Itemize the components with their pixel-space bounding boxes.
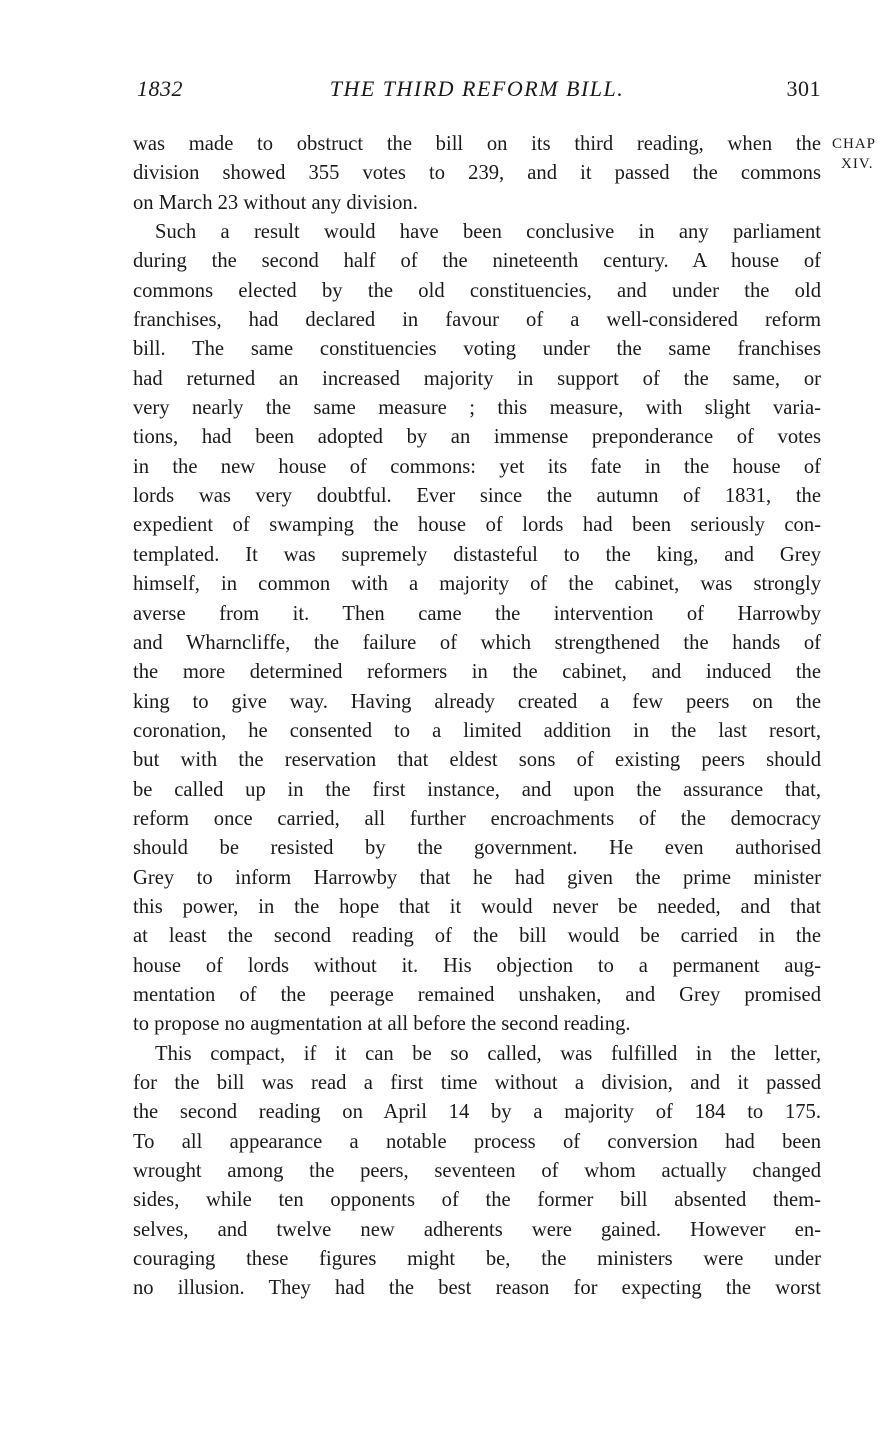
text-line: division showed 355 votes to 239, and it passed the commons — [133, 162, 821, 185]
text-line: this power, in the hope that it would never be needed, and that — [133, 895, 821, 918]
paragraph-2 — [133, 218, 821, 1040]
text-line: tions, had been adopted by an immense preponderance of votes — [133, 426, 821, 449]
text-line: reform once carried, all further encroachments of the democracy — [133, 807, 821, 830]
text-line: the more determined reformers in the cabinet, and induced the — [133, 661, 821, 684]
text-line: to propose no augmentation at all before the second reading. — [133, 1013, 631, 1036]
text-line: in the new house of commons: yet its fate in the house of — [133, 455, 821, 478]
text-line: very nearly the same measure ; this measure, with slight varia- — [133, 397, 821, 420]
text-line: Grey to inform Harrowby that he had given the prime minister — [133, 866, 821, 889]
text-line: had returned an increased majority in support of the same, or — [133, 367, 821, 390]
text-line: couraging these figures might be, the ministers were under — [133, 1248, 821, 1271]
text-line: templated. It was supremely distasteful to the king, and Grey — [133, 543, 821, 566]
side-note-chapter-label: CHAP — [832, 136, 877, 152]
text-line: This compact, if it can be so called, was fulfilled in the letter, — [155, 1042, 821, 1065]
text-line: was made to obstruct the bill on its third reading, when the — [133, 133, 821, 155]
side-note-chapter-number: XIV. — [841, 156, 874, 172]
text-line: bill. The same constituencies voting under the same franchises — [133, 338, 821, 361]
paragraph-1 — [133, 130, 821, 218]
text-line: king to give way. Having already created a few peers on the — [133, 690, 821, 713]
text-line: sides, while ten opponents of the former bill absented them- — [133, 1189, 821, 1212]
text-line: lords was very doubtful. Ever since the autumn of 1831, the — [133, 485, 821, 508]
text-line: Such a result would have been conclusive in any parliament — [155, 221, 821, 244]
text-line: on March 23 without any division. — [133, 191, 418, 214]
text-line: coronation, he consented to a limited addition in the last resort, — [133, 719, 821, 742]
text-line: averse from it. Then came the intervention of Harrowby — [133, 602, 821, 625]
text-line: expedient of swamping the house of lords had been seriously con- — [133, 514, 821, 537]
text-line: but with the reservation that eldest sons of existing peers should — [133, 749, 821, 772]
text-line: mentation of the peerage remained unshaken, and Grey promised — [133, 983, 821, 1006]
text-line: commons elected by the old constituencies, and under the old — [133, 279, 821, 302]
text-line: for the bill was read a first time without a division, and it passed — [133, 1072, 821, 1094]
chapter-side-note — [832, 134, 891, 174]
running-head-year: 1832 — [137, 76, 183, 101]
text-line: wrought among the peers, seventeen of whom actually changed — [133, 1160, 821, 1183]
text-line: the second reading on April 14 by a majority of 184 to 175. — [133, 1101, 821, 1124]
text-line: To all appearance a notable process of conversion had been — [133, 1130, 821, 1153]
text-line: house of lords without it. His objection to a permanent aug- — [133, 954, 821, 977]
page-number: 301 — [786, 76, 821, 101]
running-head — [133, 76, 821, 108]
paragraph-3 — [133, 1040, 821, 1304]
text-line: selves, and twelve new adherents were gained. However en- — [133, 1218, 821, 1241]
text-line: no illusion. They had the best reason for expecting the worst — [133, 1277, 821, 1300]
text-line: at least the second reading of the bill would be carried in the — [133, 925, 821, 948]
body-text — [133, 130, 821, 1304]
text-line: and Wharncliffe, the failure of which strengthened the hands of — [133, 631, 821, 654]
text-line: during the second half of the nineteenth century. A house of — [133, 250, 821, 273]
text-line: franchises, had declared in favour of a well-considered reform — [133, 309, 821, 332]
text-line: himself, in common with a majority of the cabinet, was strongly — [133, 573, 821, 596]
text-line: should be resisted by the government. He even authorised — [133, 837, 821, 860]
running-head-title: THE THIRD REFORM BILL. — [329, 76, 625, 101]
text-line: be called up in the first instance, and upon the assurance that, — [133, 778, 821, 801]
